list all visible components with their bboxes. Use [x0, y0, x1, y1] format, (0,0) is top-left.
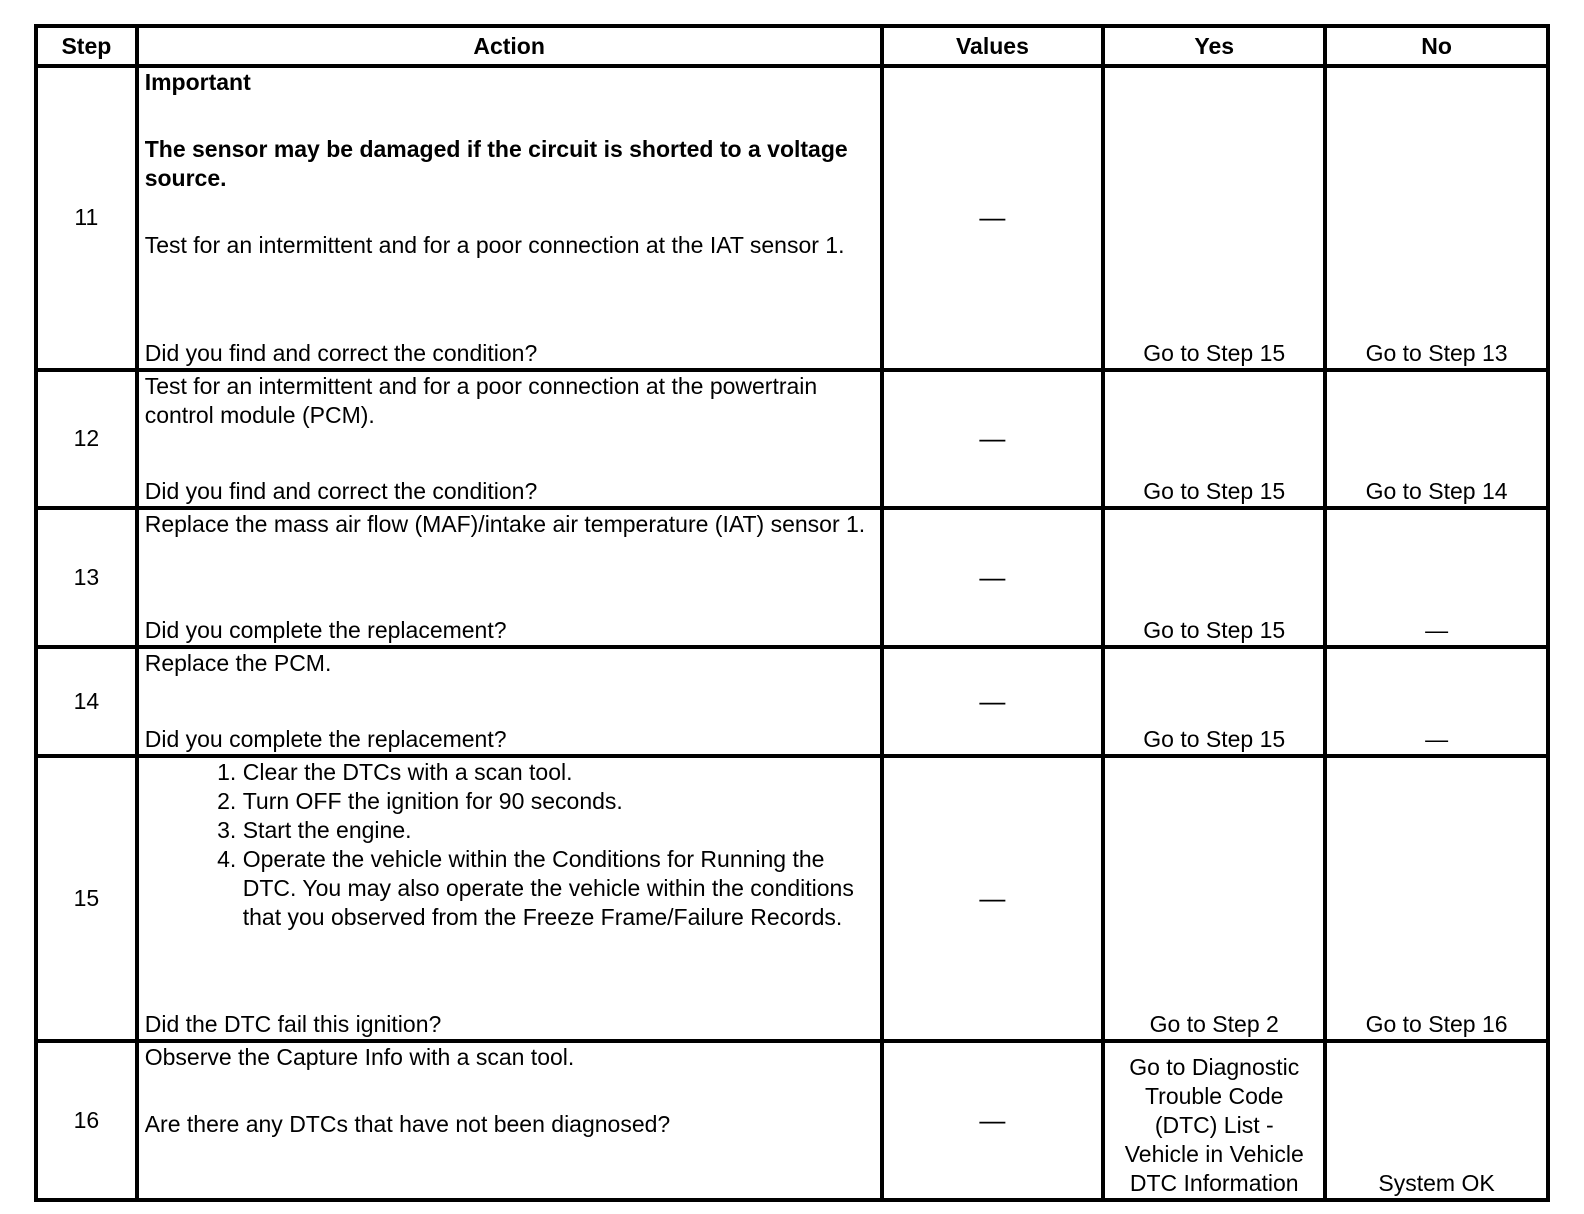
values-cell: —	[882, 756, 1104, 1041]
list-item: 3. Start the engine.	[243, 816, 874, 845]
action-question: Did the DTC fail this ignition?	[144, 1011, 442, 1038]
action-text: Test for an intermittent and for a poor connection at the powertrain control module (PCM).	[144, 372, 818, 428]
no-cell: Go to Step 13	[1325, 66, 1548, 370]
yes-cell: Go to Step 15	[1103, 647, 1325, 756]
header-step: Step	[36, 26, 137, 66]
action-question: Did you complete the replacement?	[144, 616, 507, 643]
header-action: Action	[137, 26, 882, 66]
yes-cell: Go to Diagnostic Trouble Code (DTC) List - Vehicle in Vehicle DTC Information	[1103, 1041, 1325, 1200]
values-cell: —	[882, 1041, 1104, 1200]
values-cell: —	[882, 66, 1104, 370]
action-cell	[137, 508, 882, 647]
action-question: Did you find and correct the condition?	[144, 339, 538, 366]
list-item: 2. Turn OFF the ignition for 90 seconds.	[243, 787, 874, 816]
values-cell: —	[882, 647, 1104, 756]
list-item: 1. Clear the DTCs with a scan tool.	[243, 758, 874, 787]
yes-cell: Go to Step 15	[1103, 66, 1325, 370]
step-number: 16	[36, 1041, 137, 1200]
no-cell: —	[1325, 647, 1548, 756]
important-label: Important	[144, 69, 251, 95]
important-text: The sensor may be damaged if the circuit is shorted to a voltage source.	[144, 136, 848, 191]
no-cell: System OK	[1325, 1041, 1548, 1200]
step-number: 13	[36, 508, 137, 647]
procedure-list	[145, 758, 874, 932]
values-cell: —	[882, 508, 1104, 647]
action-cell	[137, 756, 882, 1041]
step-number: 12	[36, 370, 137, 509]
action-cell	[137, 647, 882, 756]
table-row-step-12	[36, 370, 1548, 509]
table-row-step-13	[36, 508, 1548, 647]
values-cell: —	[882, 370, 1104, 509]
table-row-step-11	[36, 66, 1548, 370]
action-question: Did you complete the replacement?	[144, 725, 507, 752]
no-cell: Go to Step 14	[1325, 370, 1548, 509]
action-cell	[137, 66, 882, 370]
action-cell	[137, 370, 882, 509]
action-text: Observe the Capture Info with a scan tool.	[144, 1044, 575, 1071]
yes-cell: Go to Step 2	[1103, 756, 1325, 1041]
yes-cell: Go to Step 15	[1103, 370, 1325, 509]
table-row-step-14	[36, 647, 1548, 756]
no-cell: Go to Step 16	[1325, 756, 1548, 1041]
step-number: 15	[36, 756, 137, 1041]
table-row-step-15	[36, 756, 1548, 1041]
action-text: Replace the PCM.	[144, 649, 332, 676]
yes-cell: Go to Step 15	[1103, 508, 1325, 647]
step-number: 14	[36, 647, 137, 756]
no-cell: —	[1325, 508, 1548, 647]
header-no: No	[1325, 26, 1548, 66]
action-text: Test for an intermittent and for a poor connection at the IAT sensor 1.	[144, 232, 845, 258]
list-item: 4. Operate the vehicle within the Conditions for Running the DTC. You may also operate the vehicle within the conditions that you observed from the Freeze Frame/Failure Records.	[243, 845, 874, 932]
action-cell	[137, 1041, 882, 1200]
action-question: Did you find and correct the condition?	[144, 478, 538, 505]
header-row	[36, 26, 1548, 66]
action-text: Replace the mass air flow (MAF)/intake air temperature (IAT) sensor 1.	[144, 511, 866, 538]
table-row-step-16	[36, 1041, 1548, 1200]
diagnostic-table	[34, 24, 1550, 1202]
header-values: Values	[882, 26, 1104, 66]
step-number: 11	[36, 66, 137, 370]
header-yes: Yes	[1103, 26, 1325, 66]
action-question: Are there any DTCs that have not been diagnosed?	[144, 1111, 671, 1138]
